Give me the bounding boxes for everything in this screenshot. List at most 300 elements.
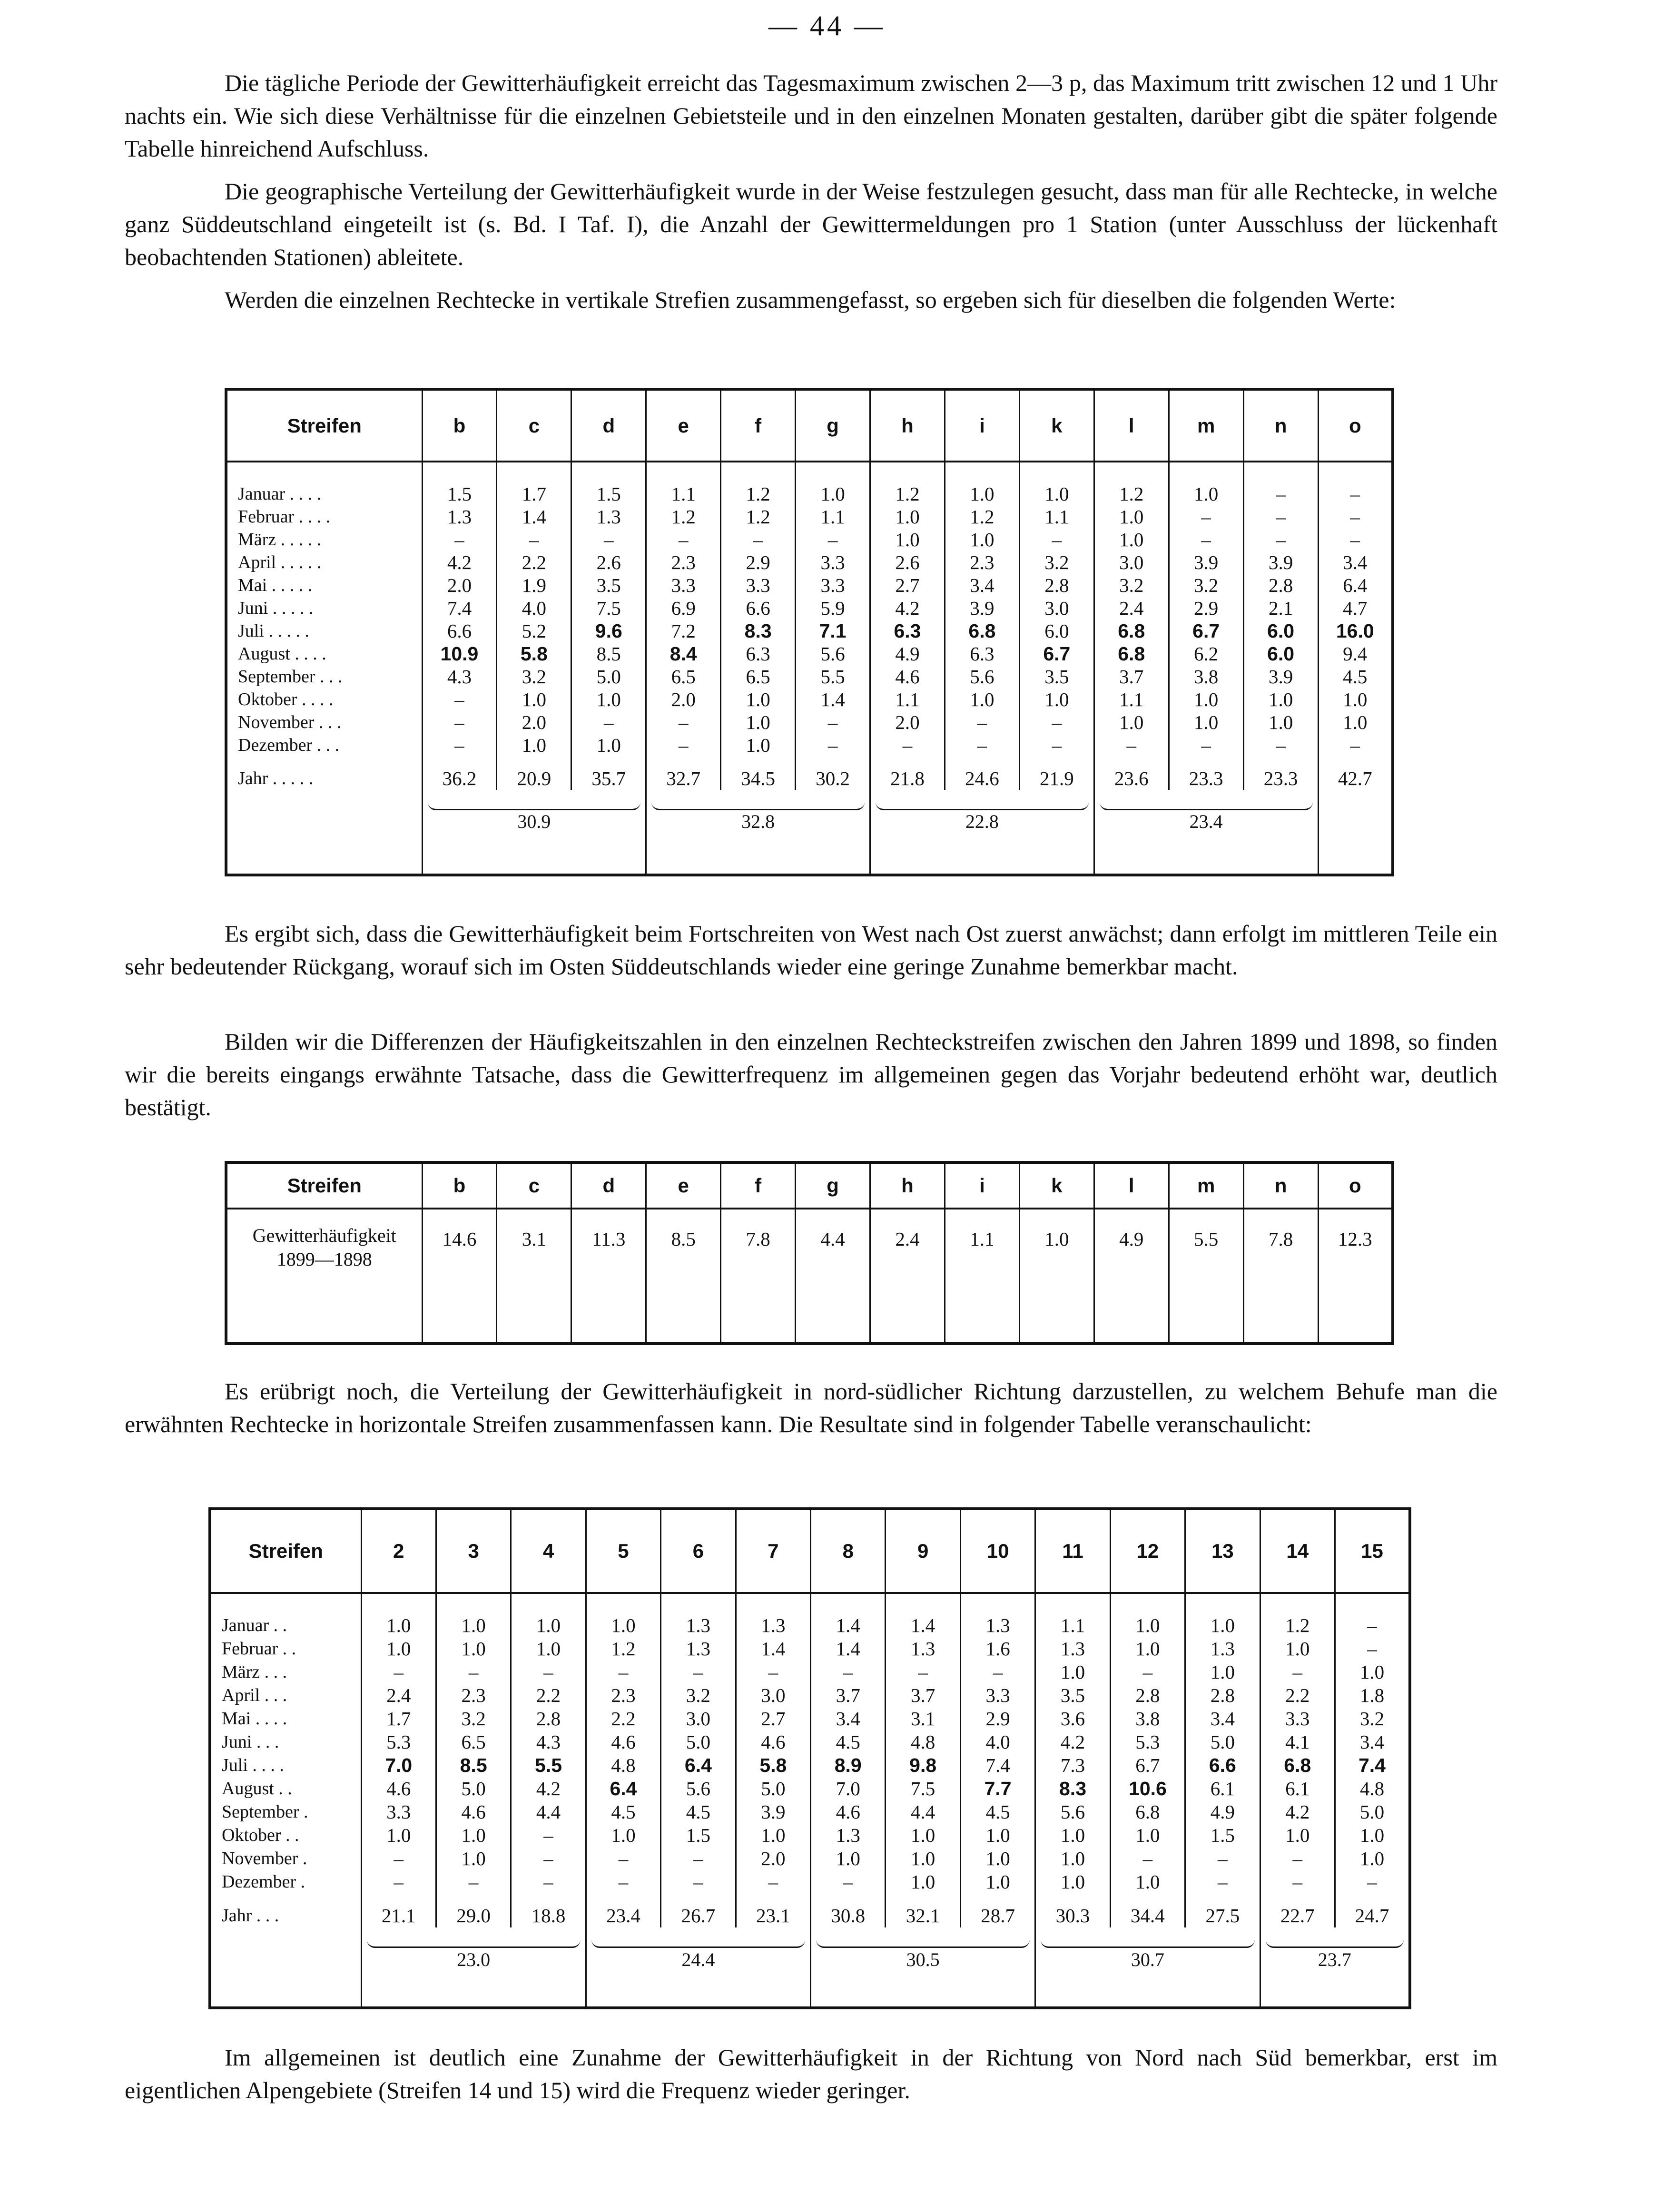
table-cell: 6.9 <box>646 597 721 619</box>
header-col-k: k <box>1019 389 1094 462</box>
table-cell: 9.8 <box>886 1754 960 1777</box>
table-row <box>226 688 1393 711</box>
table-cell: 3.0 <box>661 1707 736 1730</box>
group-value: 30.7 <box>1131 1949 1164 1970</box>
row-label: Januar . . <box>210 1614 361 1637</box>
table-cell: 5.6 <box>1035 1800 1110 1824</box>
table-cell: 1.0 <box>571 734 646 757</box>
row-label: Dezember . <box>210 1870 361 1894</box>
table-cell: – <box>646 734 721 757</box>
table-cell: 1.3 <box>960 1614 1035 1637</box>
table-cell: 1.3 <box>661 1614 736 1637</box>
table-cell: – <box>1019 528 1094 551</box>
table-cell: 4.5 <box>661 1800 736 1824</box>
brace-line <box>1100 802 1313 810</box>
table-cell: – <box>1094 734 1169 757</box>
header-col-4: 4 <box>511 1509 586 1593</box>
table-cell: 5.0 <box>661 1730 736 1754</box>
header-col-d: d <box>571 1162 646 1209</box>
table-cell: 2.8 <box>1185 1684 1260 1707</box>
table-cell: 5.5 <box>1169 1209 1243 1344</box>
table-cell: – <box>361 1870 436 1894</box>
row-label: August . . <box>210 1777 361 1800</box>
spacer-cell <box>571 462 646 482</box>
table-cell: 2.7 <box>870 574 945 597</box>
row-label: Januar . . . . <box>226 482 422 505</box>
table-cell: – <box>1185 1847 1260 1870</box>
table-cell: 4.2 <box>1260 1800 1335 1824</box>
table-cell: – <box>422 528 497 551</box>
table-cell: 1.1 <box>646 482 721 505</box>
spacer-row <box>210 1593 1410 1614</box>
table-cell: – <box>1367 1614 1377 1636</box>
table-row <box>210 1684 1410 1707</box>
table-cell: 1.7 <box>497 482 571 505</box>
table-cell: 1.0 <box>436 1847 511 1870</box>
year-cell: 30.2 <box>796 757 870 790</box>
group-average <box>361 1927 586 2008</box>
table-cell: 2.4 <box>1094 597 1169 619</box>
table-cell: 2.1 <box>1243 597 1318 619</box>
table-cell: 1.3 <box>1035 1637 1110 1661</box>
header-col-14: 14 <box>1260 1509 1335 1593</box>
spacer-cell <box>1110 1593 1185 1614</box>
spacer-cell <box>945 462 1019 482</box>
group-empty <box>1318 790 1393 875</box>
table-cell: 3.0 <box>1019 597 1094 619</box>
table-cell: – <box>436 1661 511 1684</box>
table-cell: – <box>497 528 571 551</box>
table-row <box>210 1730 1410 1754</box>
brace-line <box>591 1940 805 1948</box>
table-cell: – <box>811 1661 886 1684</box>
header-col-c: c <box>497 389 571 462</box>
table-cell: 5.0 <box>571 665 646 688</box>
table-cell: 2.0 <box>422 574 497 597</box>
spacer-cell <box>436 1593 511 1614</box>
table-cell: 1.1 <box>945 1209 1019 1344</box>
group-label <box>210 1927 361 2008</box>
table-cell: 1.0 <box>1359 1848 1385 1869</box>
table-cell: 3.4 <box>1359 1731 1385 1753</box>
table-row <box>226 1209 1393 1344</box>
year-cell: 32.1 <box>886 1894 960 1927</box>
spacer-cell <box>1185 1593 1260 1614</box>
row-label: April . . . . . <box>226 551 422 574</box>
table-cell: – <box>422 734 497 757</box>
table-cell: 1.0 <box>1185 1614 1260 1637</box>
table-cell: 5.6 <box>796 642 870 665</box>
spacer-cell <box>422 462 497 482</box>
table-cell: 1.5 <box>1185 1824 1260 1847</box>
table-cell: 4.5 <box>1343 666 1368 688</box>
table-cell: 1.0 <box>497 734 571 757</box>
table-cell: 4.9 <box>1185 1800 1260 1824</box>
table-cell: 6.3 <box>945 642 1019 665</box>
paragraph-6: Es erübrigt noch, die Verteilung der Gewitterhäufigkeit in nord-südlicher Richtung darzustellen, zu welchem Behufe man die erwähnten Rechtecke in horizontale Streifen zusammenfassen kann. Die Resultate sind in folgender Tabelle veranschaulicht: <box>125 1378 1497 1437</box>
group-value: 22.8 <box>965 811 999 832</box>
table-cell: 1.3 <box>811 1824 886 1847</box>
table-cell: 1.0 <box>1260 1637 1335 1661</box>
header-col-f: f <box>721 1162 796 1209</box>
header-col-i: i <box>945 389 1019 462</box>
table-cell: 1.0 <box>1094 505 1169 528</box>
header-col-5: 5 <box>586 1509 660 1593</box>
table-cell: 3.3 <box>646 574 721 597</box>
table-cell: 1.0 <box>1169 482 1243 505</box>
header-col-g: g <box>796 389 870 462</box>
table-cell: 2.8 <box>1110 1684 1185 1707</box>
table-cell: 2.2 <box>497 551 571 574</box>
table-row <box>226 505 1393 528</box>
table-cell: – <box>1350 529 1360 551</box>
row-label: Oktober . . <box>210 1824 361 1847</box>
table-cell: 1.3 <box>422 505 497 528</box>
row-label: Dezember . . . <box>226 734 422 757</box>
table-cell: 5.9 <box>796 597 870 619</box>
row-label: Februar . . <box>210 1637 361 1661</box>
table-cell: – <box>1169 528 1243 551</box>
table-cell: – <box>1243 505 1318 528</box>
row-label: August . . . . <box>226 642 422 665</box>
table-cell: 1.5 <box>422 482 497 505</box>
table-cell: 1.1 <box>796 505 870 528</box>
table-cell: 1.4 <box>736 1637 810 1661</box>
row-label-line-1: Gewitterhäufigkeit <box>252 1225 396 1246</box>
table-cell: 2.4 <box>870 1209 945 1344</box>
table-cell: 7.5 <box>571 597 646 619</box>
table-cell: 7.1 <box>796 619 870 642</box>
table-cell: 4.2 <box>1035 1730 1110 1754</box>
header-col-3: 3 <box>436 1509 511 1593</box>
table-cell: 6.6 <box>721 597 796 619</box>
table-cell: – <box>511 1661 586 1684</box>
table-cell: – <box>422 711 497 734</box>
table-cell: 2.3 <box>586 1684 660 1707</box>
table-cell: 7.4 <box>422 597 497 619</box>
table-cell: 1.0 <box>1035 1824 1110 1847</box>
table-cell: – <box>422 688 497 711</box>
table-cell: 3.5 <box>1019 665 1094 688</box>
header-col-n: n <box>1243 1162 1318 1209</box>
header-col-12: 12 <box>1110 1509 1185 1593</box>
table-cell: 3.3 <box>796 551 870 574</box>
year-cell: 24.6 <box>945 757 1019 790</box>
table-cell: 1.0 <box>1243 711 1318 734</box>
table-cell: 3.3 <box>361 1800 436 1824</box>
spacer-cell <box>811 1593 886 1614</box>
paragraph-2: Die geographische Verteilung der Gewitterhäufigkeit wurde in der Weise festzulegen gesucht, dass man für alle Rechtecke, in welche ganz Süddeutschland eingeteilt ist (s. Bd. I Taf. I), die Anzahl der Gewittermeldungen pro 1 Station (unter Ausschluss der lückenhaft beobachtenden Stationen) ableitete. <box>125 178 1497 270</box>
table-cell: 1.0 <box>586 1614 660 1637</box>
paragraph-5: Bilden wir die Differenzen der Häufigkeitszahlen in den einzelnen Rechteckstreifen zwischen den Jahren 1899 und 1898, so finden wir die bereits eingangs erwähnte Tatsache, dass die Gewitterfrequenz im allgemeinen gegen das Vorjahr bedeutend erhöht war, deutlich bestätigt. <box>125 1028 1497 1121</box>
year-cell: 23.6 <box>1094 757 1169 790</box>
table-cell: 1.2 <box>721 482 796 505</box>
year-cell: 27.5 <box>1185 1894 1260 1927</box>
table-cell: 7.4 <box>1358 1754 1386 1776</box>
year-cell: 23.3 <box>1243 757 1318 790</box>
table-cell: 1.0 <box>1094 528 1169 551</box>
table-cell: 1.0 <box>870 528 945 551</box>
table-cell: 4.3 <box>422 665 497 688</box>
group-row <box>210 1927 1410 2008</box>
table-cell: – <box>1243 528 1318 551</box>
table-cell: 6.3 <box>870 619 945 642</box>
row-label: Mai . . . . . <box>226 574 422 597</box>
table-cell: 11.3 <box>571 1209 646 1344</box>
table-cell: 3.8 <box>1110 1707 1185 1730</box>
year-cell: 21.8 <box>870 757 945 790</box>
table-row <box>226 528 1393 551</box>
table-cell: 1.0 <box>1343 688 1368 710</box>
spacer-cell <box>1243 462 1318 482</box>
table-cell: 7.2 <box>646 619 721 642</box>
table-cell: – <box>796 711 870 734</box>
header-streifen: Streifen <box>210 1509 361 1593</box>
table-row <box>210 1661 1410 1684</box>
table-row <box>226 711 1393 734</box>
table-cell: 1.0 <box>1035 1661 1110 1684</box>
group-average <box>870 790 1094 875</box>
table-cell: 3.2 <box>1094 574 1169 597</box>
table-cell: 4.9 <box>1094 1209 1169 1344</box>
header-col-11: 11 <box>1035 1509 1110 1593</box>
year-cell: 34.4 <box>1110 1894 1185 1927</box>
table-cell: – <box>586 1661 660 1684</box>
table-cell: 1.1 <box>1019 505 1094 528</box>
table-cell: 3.1 <box>497 1209 571 1344</box>
table-cell: 1.0 <box>1019 482 1094 505</box>
table-cell: 1.5 <box>571 482 646 505</box>
table-cell: 4.5 <box>811 1730 886 1754</box>
table-cell: 1.0 <box>721 734 796 757</box>
table-cell: 4.8 <box>586 1754 660 1777</box>
table-row <box>210 1637 1410 1661</box>
table-row <box>210 1800 1410 1824</box>
header-col-c: c <box>497 1162 571 1209</box>
table-cell: 7.8 <box>1243 1209 1318 1344</box>
table-cell: 9.6 <box>571 619 646 642</box>
table-cell: 2.3 <box>945 551 1019 574</box>
table-cell: 1.0 <box>721 688 796 711</box>
table-cell: 6.4 <box>661 1754 736 1777</box>
brace-line <box>1266 1940 1404 1948</box>
brace-line <box>876 802 1089 810</box>
table-cell: 3.2 <box>1359 1708 1385 1730</box>
table-cell: 1.0 <box>1019 688 1094 711</box>
header-col-m: m <box>1169 389 1243 462</box>
table-cell: – <box>1110 1847 1185 1870</box>
year-cell: 35.7 <box>571 757 646 790</box>
table-cell: 2.7 <box>736 1707 810 1730</box>
spacer-cell <box>1335 1593 1410 1614</box>
year-row <box>226 757 1393 790</box>
table-cell: 1.0 <box>361 1637 436 1661</box>
table-cell: 1.0 <box>497 688 571 711</box>
table-cell: – <box>960 1661 1035 1684</box>
table-cell: 2.6 <box>870 551 945 574</box>
table-cell: 4.5 <box>586 1800 660 1824</box>
row-label: Juli . . . . . <box>226 619 422 642</box>
table-cell: – <box>1350 506 1360 528</box>
table-cell: 1.0 <box>1359 1824 1385 1846</box>
table-cell: 2.6 <box>571 551 646 574</box>
table-cell: 1.0 <box>886 1824 960 1847</box>
year-cell: 20.9 <box>497 757 571 790</box>
table-cell: 2.3 <box>436 1684 511 1707</box>
table-cell: 1.0 <box>870 505 945 528</box>
table-cell: 4.4 <box>511 1800 586 1824</box>
table-cell: – <box>661 1870 736 1894</box>
table-cell: 6.2 <box>1169 642 1243 665</box>
paragraph-7: Im allgemeinen ist deutlich eine Zunahme der Gewitterhäufigkeit in der Richtung von Nord nach Süd bemerkbar, erst im eigentlichen Alpengebiete (Streifen 14 und 15) wird die Frequenz wieder geringer. <box>125 2044 1497 2104</box>
spacer-cell <box>960 1593 1035 1614</box>
table-cell: 3.4 <box>1343 551 1368 573</box>
group-average <box>1260 1927 1410 2008</box>
table-cell: 2.9 <box>1169 597 1243 619</box>
table-cell: 2.2 <box>586 1707 660 1730</box>
table-cell: 5.8 <box>497 642 571 665</box>
brace-line <box>428 802 641 810</box>
table-cell: 1.0 <box>1185 1661 1260 1684</box>
table-cell: 1.4 <box>497 505 571 528</box>
table-row <box>226 482 1393 505</box>
row-label: Jahr . . . <box>210 1894 361 1927</box>
group-average <box>811 1927 1035 2008</box>
table-cell: 1.7 <box>361 1707 436 1730</box>
table-cell: – <box>661 1847 736 1870</box>
table-cell: 1.2 <box>1260 1614 1335 1637</box>
table-cell: – <box>1260 1661 1335 1684</box>
table-cell: – <box>1350 483 1360 505</box>
table-cell: 7.0 <box>361 1754 436 1777</box>
table-cell: – <box>1169 734 1243 757</box>
table-cell: 1.0 <box>1260 1824 1335 1847</box>
table-cell: 4.6 <box>811 1800 886 1824</box>
page-number: — 44 — <box>768 10 886 41</box>
group-label <box>226 790 422 875</box>
paragraph-3: Werden die einzelnen Rechtecke in vertikale Strefien zusammengefasst, so ergeben sich für dieselben die folgenden Werte: <box>225 286 1396 313</box>
group-average <box>1035 1927 1260 2008</box>
table-cell: – <box>1110 1661 1185 1684</box>
spacer-cell <box>586 1593 660 1614</box>
table-cell: 1.2 <box>945 505 1019 528</box>
table-cell: 1.2 <box>870 482 945 505</box>
table-cell: 3.3 <box>796 574 870 597</box>
table-cell: 1.0 <box>886 1870 960 1894</box>
table-cell: 6.1 <box>1185 1777 1260 1800</box>
table-cell: – <box>511 1824 586 1847</box>
table-cell: 4.6 <box>586 1730 660 1754</box>
table-cell: – <box>361 1661 436 1684</box>
table-cell: 6.5 <box>646 665 721 688</box>
table-cell: 2.4 <box>361 1684 436 1707</box>
table-row <box>210 1707 1410 1730</box>
spacer-cell <box>361 1593 436 1614</box>
table-cell: 5.5 <box>511 1754 586 1777</box>
table-cell: 3.3 <box>721 574 796 597</box>
table-cell: 6.8 <box>945 619 1019 642</box>
table-cell: – <box>1260 1870 1335 1894</box>
year-cell: 24.7 <box>1355 1905 1389 1927</box>
header-col-k: k <box>1019 1162 1094 1209</box>
header-col-b: b <box>422 389 497 462</box>
table-cell: 8.5 <box>571 642 646 665</box>
year-cell: 28.7 <box>960 1894 1035 1927</box>
table-cell: 3.5 <box>571 574 646 597</box>
table-cell: 6.7 <box>1169 619 1243 642</box>
table-cell: – <box>511 1847 586 1870</box>
group-value: 30.9 <box>517 811 551 832</box>
table-cell: 1.1 <box>870 688 945 711</box>
year-cell: 21.9 <box>1019 757 1094 790</box>
table-cell: 4.8 <box>886 1730 960 1754</box>
table-differences <box>225 1161 1394 1345</box>
table-cell: 2.2 <box>1260 1684 1335 1707</box>
table-cell: 4.4 <box>796 1209 870 1344</box>
header-col-g: g <box>796 1162 870 1209</box>
table-cell: 1.0 <box>886 1847 960 1870</box>
table-cell: 1.4 <box>811 1637 886 1661</box>
header-col-l: l <box>1094 1162 1169 1209</box>
table-cell: 4.6 <box>361 1777 436 1800</box>
year-cell: 23.3 <box>1169 757 1243 790</box>
table-cell: 7.4 <box>960 1754 1035 1777</box>
table-cell: 2.2 <box>511 1684 586 1707</box>
row-label: September . . . <box>226 665 422 688</box>
table-cell: 4.1 <box>1260 1730 1335 1754</box>
table-cell: 3.7 <box>886 1684 960 1707</box>
header-col-b: b <box>422 1162 497 1209</box>
table-cell: – <box>571 528 646 551</box>
table-cell: 5.0 <box>1359 1801 1385 1823</box>
table-cell: – <box>1185 1870 1260 1894</box>
table-cell: 3.2 <box>1169 574 1243 597</box>
table-cell: 3.2 <box>436 1707 511 1730</box>
year-cell: 18.8 <box>511 1894 586 1927</box>
row-label: November . . . <box>226 711 422 734</box>
table-cell: 3.4 <box>1185 1707 1260 1730</box>
table-cell: 1.8 <box>1359 1684 1385 1706</box>
header-col-15: 15 <box>1335 1509 1410 1593</box>
table-cell: 12.3 <box>1338 1228 1372 1250</box>
group-average <box>646 790 870 875</box>
table-cell: 10.9 <box>422 642 497 665</box>
table-cell: 1.0 <box>960 1824 1035 1847</box>
table-cell: 3.8 <box>1169 665 1243 688</box>
header-col-f: f <box>721 389 796 462</box>
table-cell: 4.9 <box>870 642 945 665</box>
spacer-cell <box>511 1593 586 1614</box>
table-cell: 4.6 <box>436 1800 511 1824</box>
table-cell: 1.0 <box>811 1847 886 1870</box>
group-value: 24.4 <box>681 1949 715 1970</box>
table-cell: 14.6 <box>422 1209 497 1344</box>
table-cell: 4.2 <box>870 597 945 619</box>
table-cell: 4.5 <box>960 1800 1035 1824</box>
table-cell: 2.9 <box>721 551 796 574</box>
table-cell: 1.0 <box>586 1824 660 1847</box>
table-row <box>210 1614 1410 1637</box>
table-cell: – <box>870 734 945 757</box>
table-cell: – <box>586 1847 660 1870</box>
table-cell: 6.7 <box>1019 642 1094 665</box>
table-row <box>226 734 1393 757</box>
year-cell: 36.2 <box>422 757 497 790</box>
year-cell: 21.1 <box>361 1894 436 1927</box>
table-cell: 1.0 <box>945 688 1019 711</box>
spacer-cell <box>736 1593 810 1614</box>
table-cell: 1.0 <box>1243 688 1318 711</box>
